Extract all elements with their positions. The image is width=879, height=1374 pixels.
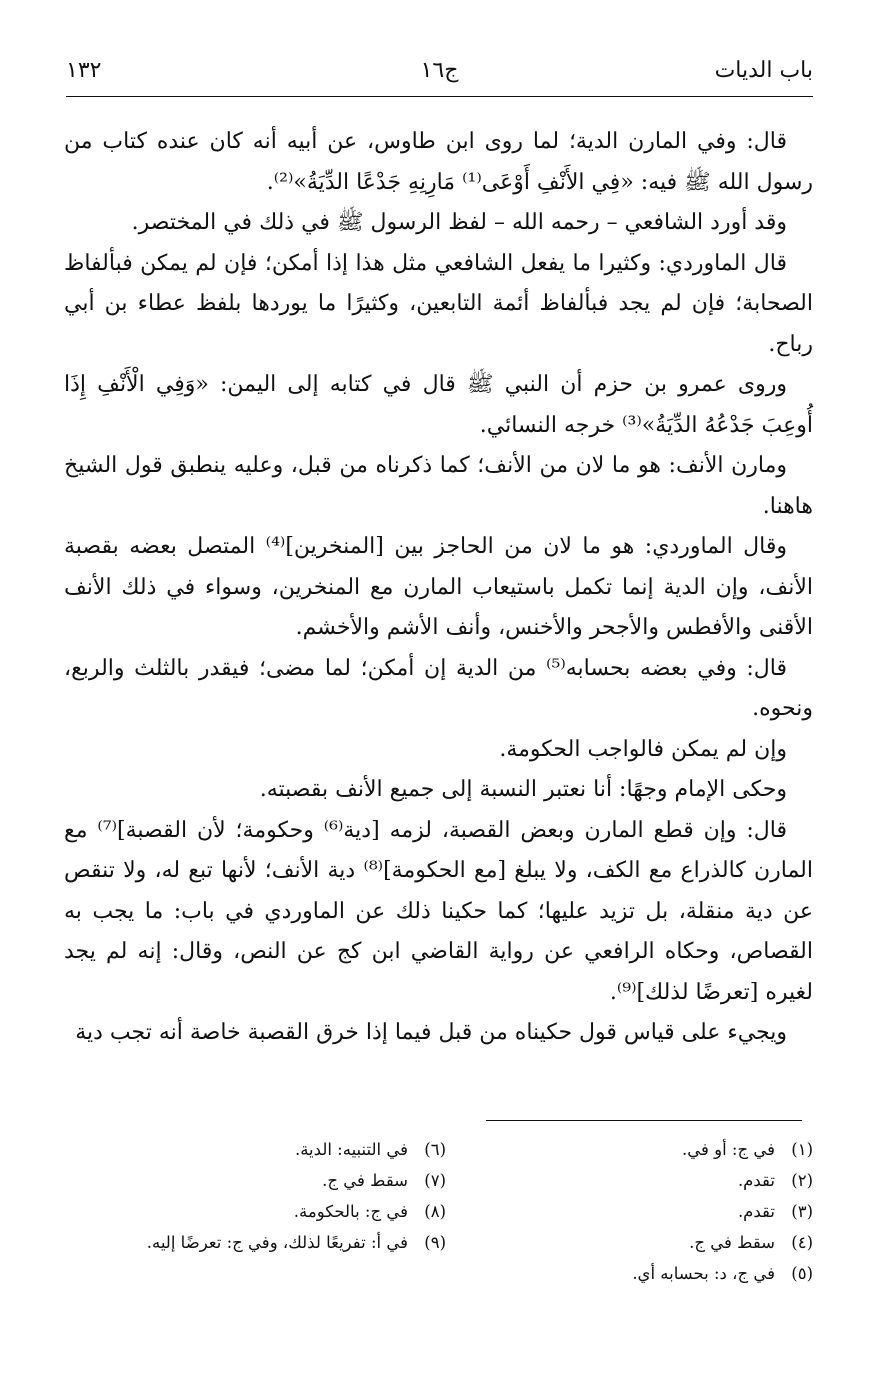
paragraph: ومارن الأنف: هو ما لان من الأنف؛ كما ذكرناه من قبل، وعليه ينطبق قول الشيخ هاهنا. (64, 453, 813, 519)
paragraph: قال: وفي بعضه بحسابه⁽⁵⁾ من الدية إن أمكن؛ لما مضى؛ فيقدر بالثلث والربع، ونحوه. (64, 655, 813, 721)
footnote-column-right (453, 1134, 813, 1289)
footnote-text: في ج، د: بحسابه أي. (632, 1264, 775, 1283)
footnote (453, 1196, 813, 1227)
footnote-text: سقط في ج. (322, 1171, 408, 1190)
footnote-text: تقدم. (737, 1202, 775, 1221)
footnote-text: في ج: أو في. (681, 1140, 775, 1159)
footnote-number: (٣) (791, 1202, 813, 1221)
footnote (453, 1165, 813, 1196)
page-number: ١٣٢ (66, 58, 102, 83)
paragraph: وإن لم يمكن فالواجب الحكومة. (499, 736, 787, 762)
footnote-column-left (66, 1134, 446, 1258)
footnote-number: (٧) (424, 1171, 446, 1190)
paragraph: وحكى الإمام وجهًا: أنا نعتبر النسبة إلى جميع الأنف بقصبته. (259, 777, 787, 802)
footnote-text: تقدم. (737, 1171, 775, 1190)
paragraph: وروى عمرو بن حزم أن النبي ﷺ قال في كتابه إلى اليمن: «وَفِي الْأَنْفِ إِذَا أُوعِبَ جَدْعُهُ الدِّيَةُ»⁽³⁾ خرجه النسائي. (64, 372, 813, 438)
paragraph: قال: وفي المارن الدية؛ لما روى ابن طاوس، عن أبيه أنه كان عنده كتاب من رسول الله ﷺ فيه: «فِي الأَنْفِ أَوْعَى⁽¹⁾ مَارِنِهِ جَدْعًا الدِّيَةُ»⁽²⁾. (64, 129, 813, 195)
footnote-text: في ج: بالحكومة. (293, 1202, 408, 1221)
footnote-text: في أ: تفريعًا لذلك، وفي ج: تعرضًا إليه. (146, 1233, 408, 1252)
footnote-number: (٩) (424, 1233, 446, 1252)
footnote (453, 1134, 813, 1165)
footnote (453, 1258, 813, 1289)
footnote (66, 1165, 446, 1196)
footnote (66, 1227, 446, 1258)
footnote-number: (٢) (791, 1171, 813, 1190)
footnote-text: في التنبيه: الدية. (294, 1140, 408, 1159)
paragraph: قال الماوردي: وكثيرا ما يفعل الشافعي مثل هذا إذا أمكن؛ فإن لم يمكن فبألفاظ الصحابة؛ فإن لم يجد فبألفاظ أئمة التابعين، وكثيرًا ما يوردها بلفظ عطاء بن أبي رباح. (64, 250, 813, 357)
main-text (64, 122, 813, 1054)
footnote (66, 1196, 446, 1227)
footnote-text: سقط في ج. (689, 1233, 775, 1252)
paragraph: وقال الماوردي: هو ما لان من الحاجز بين [المنخرين]⁽⁴⁾ المتصل بعضه بقصبة الأنف، وإن الدية إنما تكمل باستيعاب المارن مع المنخرين، وسواء في ذلك الأنف الأقنى والأفطس والأجحر والأخنس، وأنف الأشم والأخشم. (64, 534, 813, 640)
paragraph: قال: وإن قطع المارن وبعض القصبة، لزمه [دية⁽⁶⁾ وحكومة؛ لأن القصبة]⁽⁷⁾ مع المارن كالذراع مع الكف، ولا يبلغ [مع الحكومة]⁽⁸⁾ دية الأنف؛ لأنها تبع له، ولا تنقص عن دية منقلة، بل تزيد عليها؛ كما حكينا ذلك عن الماوردي في باب: ما يجب به القصاص، وحكاه الرافعي عن رواية القاضي ابن كج عن النص، وقال: إنه لم يجد لغيره [تعرضًا لذلك]⁽⁹⁾. (64, 817, 813, 1005)
footnote-rule (486, 1120, 802, 1121)
footnote (453, 1227, 813, 1258)
footnote-number: (٨) (424, 1202, 446, 1221)
paragraph: وقد أورد الشافعي – رحمه الله – لفظ الرسول ﷺ في ذلك في المختصر. (131, 210, 787, 235)
paragraph: ويجيء على قياس قول حكيناه من قبل فيما إذا خرق القصبة خاصة أنه تجب دية (75, 1020, 787, 1045)
footnote-number: (٤) (791, 1233, 813, 1252)
footnote-number: (٦) (424, 1140, 446, 1159)
chapter-title: باب الديات (714, 58, 813, 83)
volume-label: ج١٦ (420, 58, 459, 83)
footnote-number: (١) (791, 1140, 813, 1159)
footnote (66, 1134, 446, 1165)
header-rule (66, 96, 813, 97)
footnote-number: (٥) (791, 1264, 813, 1283)
running-header (66, 58, 813, 92)
